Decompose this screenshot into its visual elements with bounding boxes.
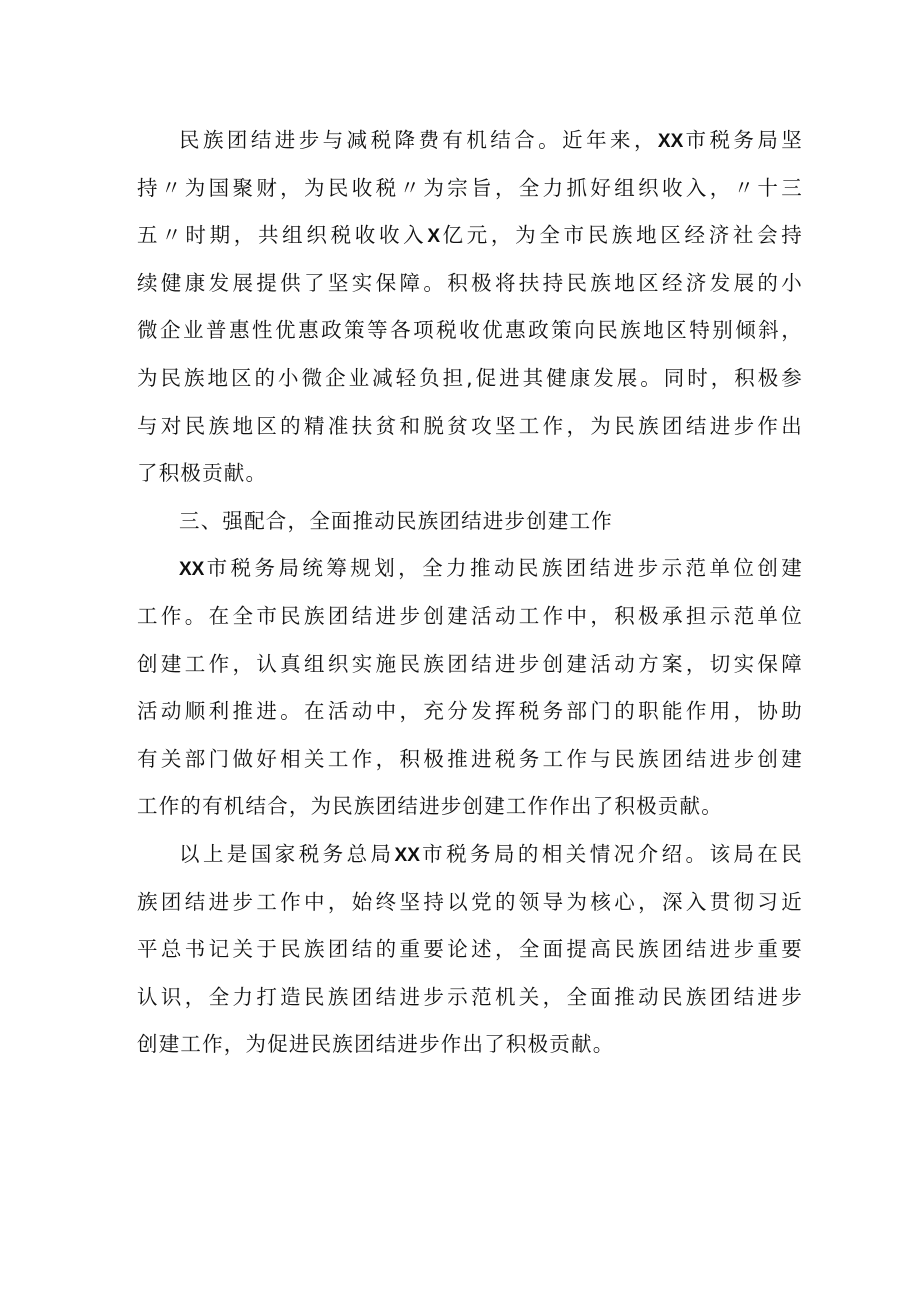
paragraph-line: 以上是国家税务总局XX市税务局的相关情况介绍。该局在民 — [179, 841, 803, 866]
paragraph-line: 续健康发展提供了坚实保障。积极将扶持民族地区经济发展的小 — [137, 270, 803, 295]
paragraph-line: 平总书记关于民族团结的重要论述，全面提高民族团结进步重要 — [137, 937, 803, 962]
paragraph-line: 创建工作，认真组织实施民族团结进步创建活动方案，切实保障 — [137, 651, 803, 676]
paragraph-tax-reduction — [137, 117, 803, 498]
document-body — [137, 117, 803, 1069]
paragraph-line: 与对民族地区的精准扶贫和脱贫攻坚工作，为民族团结进步作出 — [137, 413, 803, 438]
paragraph-cooperation — [137, 545, 803, 831]
paragraph-line: 工作的有机结合，为民族团结进步创建工作作出了积极贡献。 — [137, 794, 723, 819]
paragraph-line: 五〃时期，共组织税收收入X亿元，为全市民族地区经济社会持 — [137, 223, 803, 248]
paragraph-line: 民族团结进步与减税降费有机结合。近年来，XX市税务局坚 — [179, 128, 804, 152]
paragraph-line: 持〃为国聚财，为民收税〃为宗旨，全力抓好组织收入，〃十三 — [137, 175, 803, 200]
paragraph-line: 工作。在全市民族团结进步创建活动工作中，积极承担示范单位 — [137, 603, 803, 628]
paragraph-line: XX市税务局统筹规划，全力推动民族团结进步示范单位创建 — [179, 556, 803, 581]
paragraph-line: 认识，全力打造民族团结进步示范机关，全面推动民族团结进步 — [137, 984, 803, 1009]
paragraph-line: 为民族地区的小微企业减轻负担,促进其健康发展。同时，积极参 — [137, 365, 803, 390]
paragraph-line: 族团结进步工作中，始终坚持以党的领导为核心，深入贯彻习近 — [137, 889, 803, 914]
paragraph-line: 有关部门做好相关工作，积极推进税务工作与民族团结进步创建 — [137, 746, 803, 771]
paragraph-line: 微企业普惠性优惠政策等各项税收优惠政策向民族地区特别倾斜， — [137, 318, 803, 343]
paragraph-summary — [137, 831, 803, 1069]
paragraph-line: 活动顺利推进。在活动中，充分发挥税务部门的职能作用，协助 — [137, 699, 803, 724]
section-heading-3: 三、强配合，全面推动民族团结进步创建工作 — [179, 508, 613, 533]
paragraph-line: 创建工作，为促进民族团结进步作出了积极贡献。 — [137, 1032, 615, 1057]
paragraph-line: 了积极贡献。 — [137, 461, 268, 486]
